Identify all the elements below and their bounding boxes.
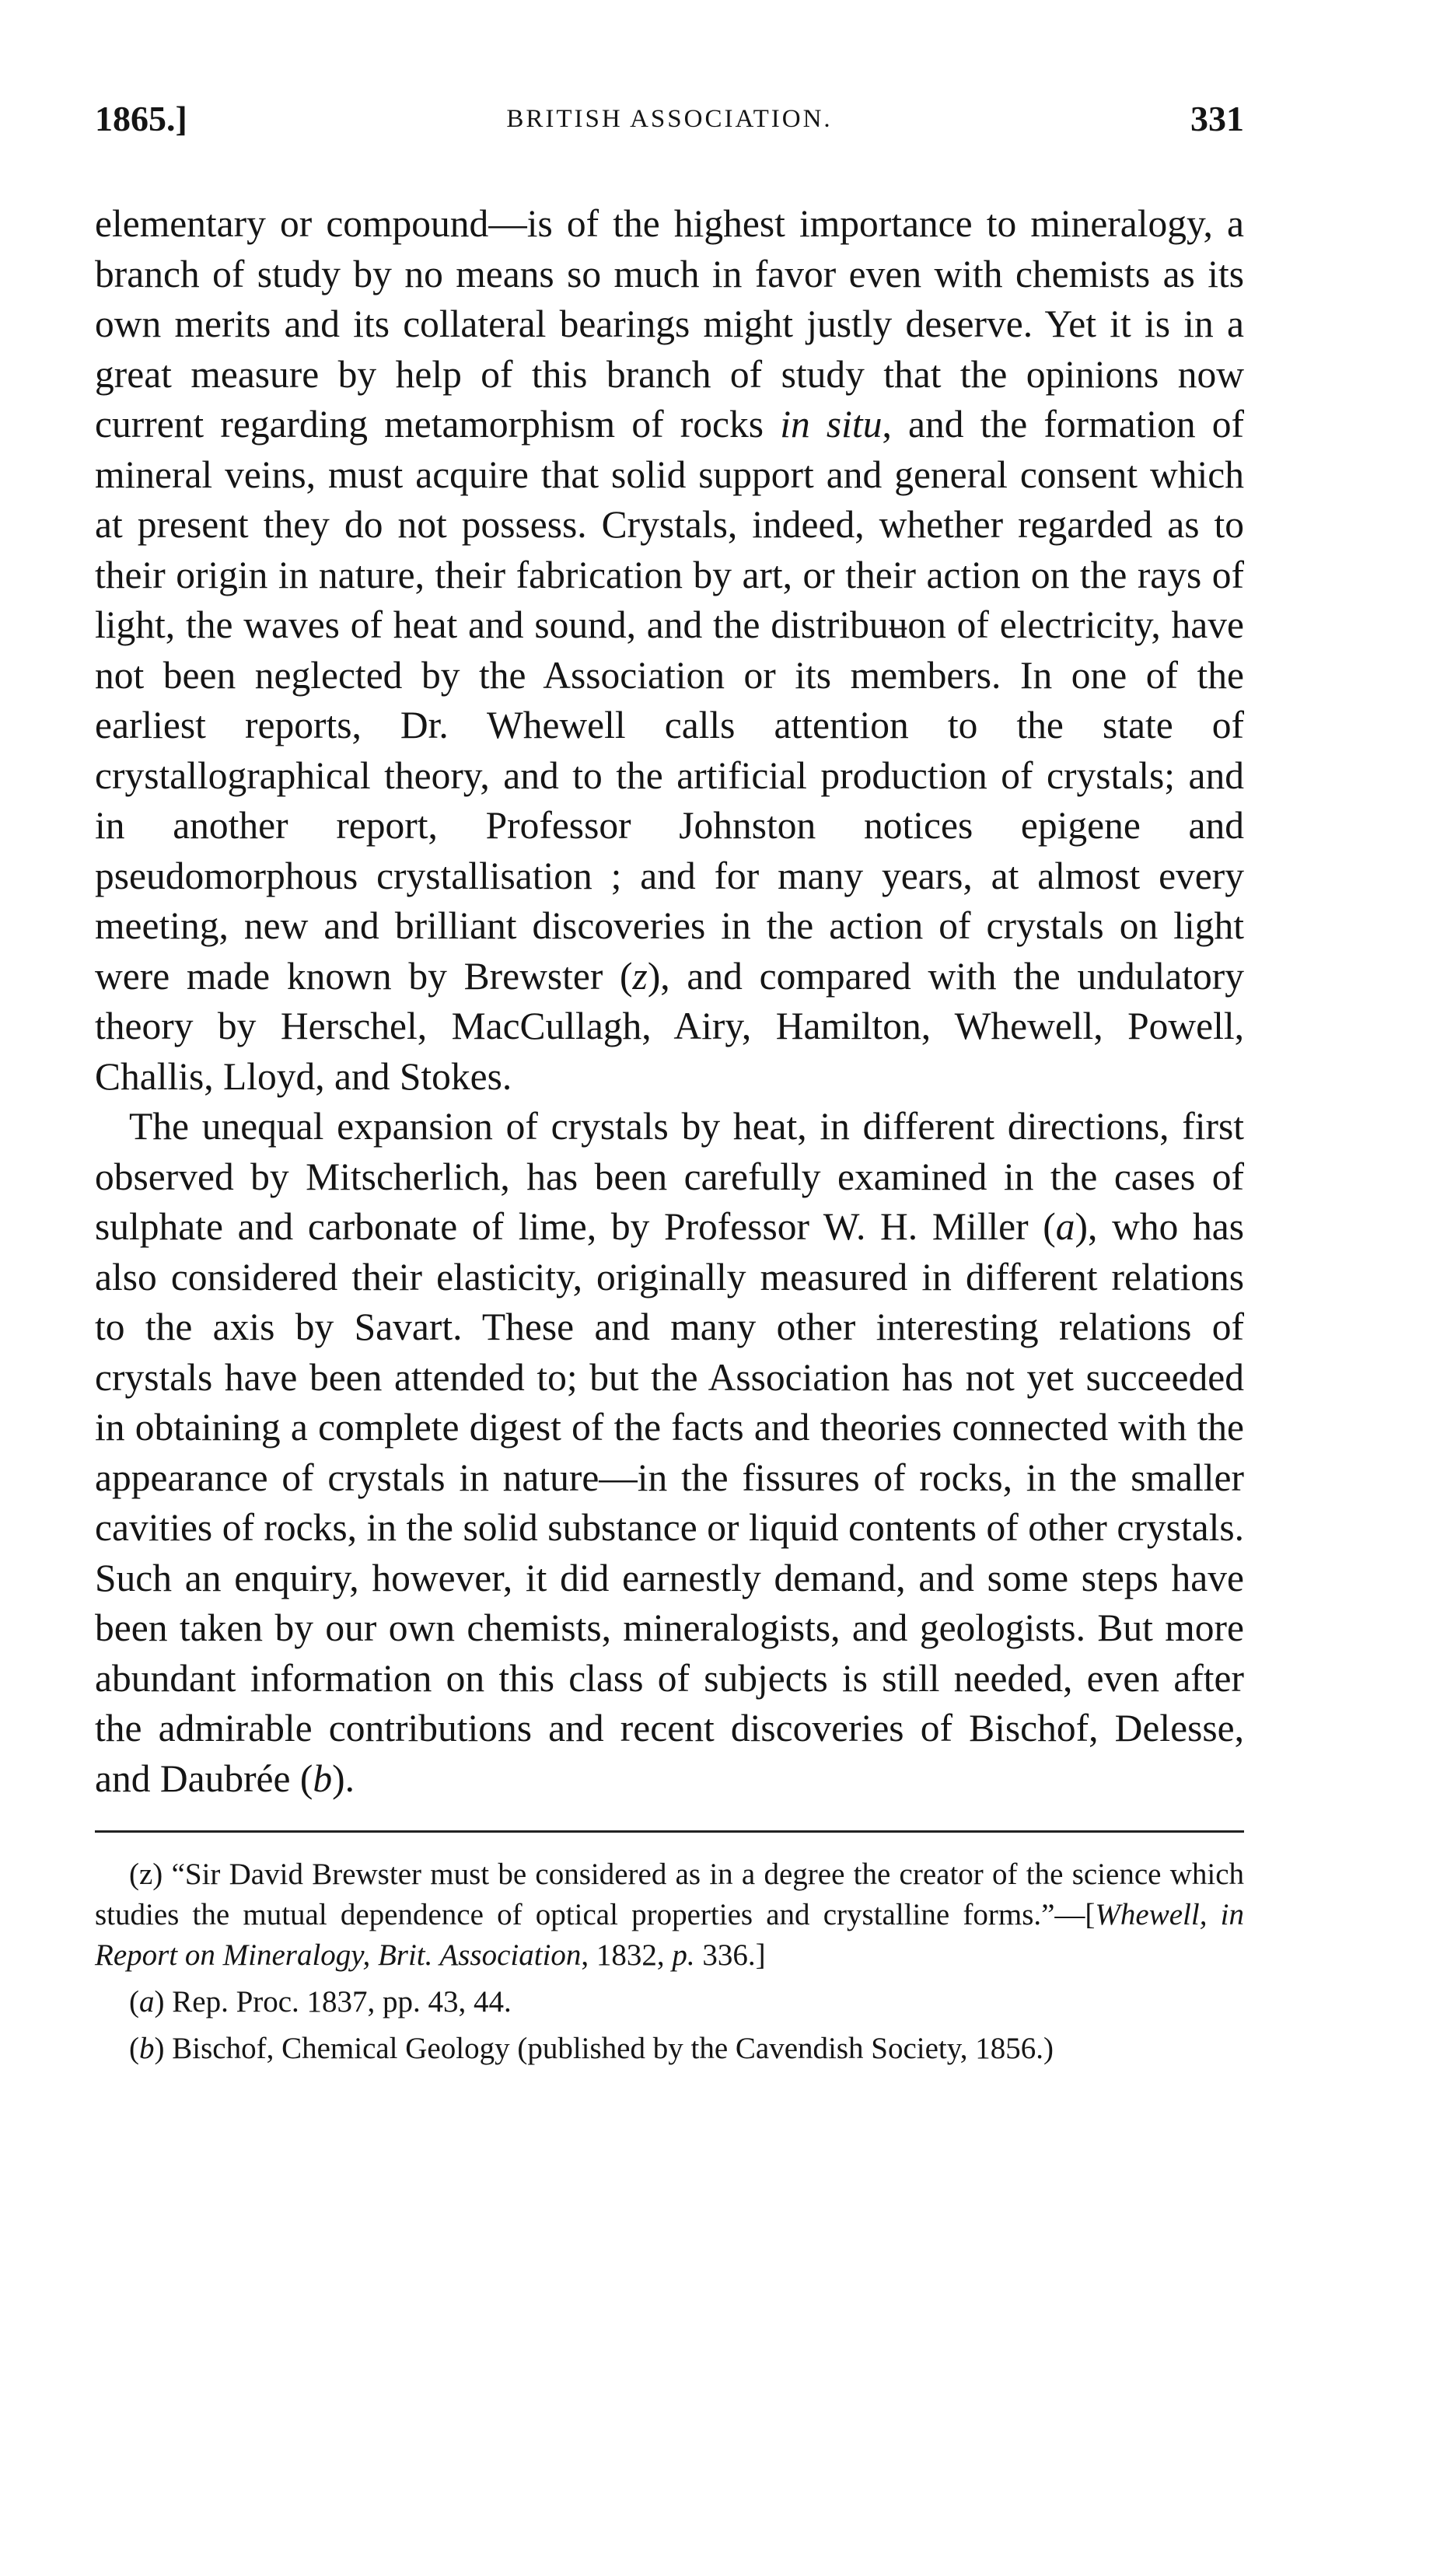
footnote-a-marker-open: ( — [129, 1985, 139, 2019]
footnote-z-text: “Sir David Brewster must be considered as in a degree the creator of the science which studies the mutual dependence of optical properties and crystalline forms.”—[ — [95, 1858, 1245, 1931]
footnote-b-text: Bischof, Chemical Geology (published by the Cavendish Society, 1856.) — [164, 2032, 1054, 2065]
header-year: 1865.] — [95, 99, 187, 138]
paragraph-1-part-3: ), and compared with the undulatory theory by Herschel, MacCullagh, Airy, Hamilton, Whewell, Powell, Challis, Lloyd, and Stokes. — [95, 954, 1244, 1098]
body-text — [95, 199, 1244, 1804]
footnote-divider — [95, 1830, 1244, 1833]
paragraph-1-italic-in-situ: in situ — [780, 403, 883, 446]
footnote-a-marker-letter: a — [139, 1985, 155, 2019]
paragraph-2-part-2: ), who has also considered their elasticity, originally measured in different relations to the axis by Savart. These and many other interesting relations of crystals have been attended to; but the Association has not yet succeeded in obtaining a complete digest of the facts and theories connected with the appearance of crystals in nature—in the fissures of rocks, in the smaller cavities of rocks, in the solid substance or liquid contents of other crystals. Such an enquiry, however, it did earnestly demand, and some steps have been taken by our own chemists, mineralogists, and geologists. But more abundant information on this class of subjects is still needed, even after the admirable contributions and recent discoveries of Bischof, Delesse, and Daubrée ( — [95, 1205, 1245, 1800]
paragraph-1-part-1: elementary or compound—is of the highest importance to mineralogy, a branch of study by no means so much in favor even with chemists as its own merits and its collateral bearings might justly deserve. Yet it is in a great measure by help of this branch of study that the opinions now current regarding metamorphism of rocks — [95, 202, 1244, 446]
footnote-b-marker-letter: b — [139, 2032, 155, 2065]
paragraph-2 — [95, 1102, 1244, 1804]
footnote-z-page-abbrev: p. — [672, 1938, 695, 1972]
book-page — [95, 92, 1244, 2075]
footnotes — [95, 1854, 1244, 2069]
footnote-ref-a: a — [1055, 1205, 1075, 1248]
paragraph-2-part-3: ). — [332, 1756, 355, 1800]
footnote-b — [95, 2029, 1244, 2069]
page-number: 331 — [1190, 99, 1244, 138]
footnote-b-marker-open: ( — [129, 2032, 139, 2065]
footnote-b-marker-close: ) — [154, 2032, 165, 2065]
footnote-a — [95, 1982, 1244, 2022]
footnote-z — [95, 1854, 1244, 1976]
footnote-z-citation: Whewell, in Report on Mineralogy, Brit. Association — [95, 1898, 1244, 1972]
paragraph-1 — [95, 199, 1244, 1102]
footnote-a-text: Rep. Proc. 1837, pp. 43, 44. — [164, 1985, 512, 2019]
footnote-z-page: 336.] — [694, 1938, 766, 1972]
running-header — [95, 92, 1244, 146]
footnote-a-marker-close: ) — [154, 1985, 165, 2019]
paragraph-2-part-1: The unequal expansion of crystals by heat, in different directions, first observed by Mitscherlich, has been carefully examined in the cases of sulphate and carbonate of lime, by Professor W. H. Miller ( — [95, 1105, 1244, 1248]
footnote-z-year: , 1832, — [581, 1938, 673, 1972]
header-title: BRITISH ASSOCIATION. — [506, 105, 833, 133]
footnote-ref-z: z — [632, 954, 648, 998]
footnote-ref-b: b — [313, 1756, 333, 1800]
paragraph-1-part-2: , and the formation of mineral veins, must acquire that solid support and general consent which at present they do not possess. Crystals, indeed, whether regarded as to their origin in nature, their fabrication by art, or their action on the rays of light, the waves of heat and sound, and the distribuʉon of electricity, have not been neglected by the Association or its members. In one of the earliest reports, Dr. Whewell calls attention to the state of crystallographical theory, and to the artificial production of crystals; and in another report, Professor Johnston notices epigene and pseudomorphous crystallisation ; and for many years, at almost every meeting, new and brilliant discoveries in the action of crystals on light were made known by Brewster ( — [95, 403, 1244, 998]
footnote-z-marker: (z) — [129, 1858, 163, 1891]
